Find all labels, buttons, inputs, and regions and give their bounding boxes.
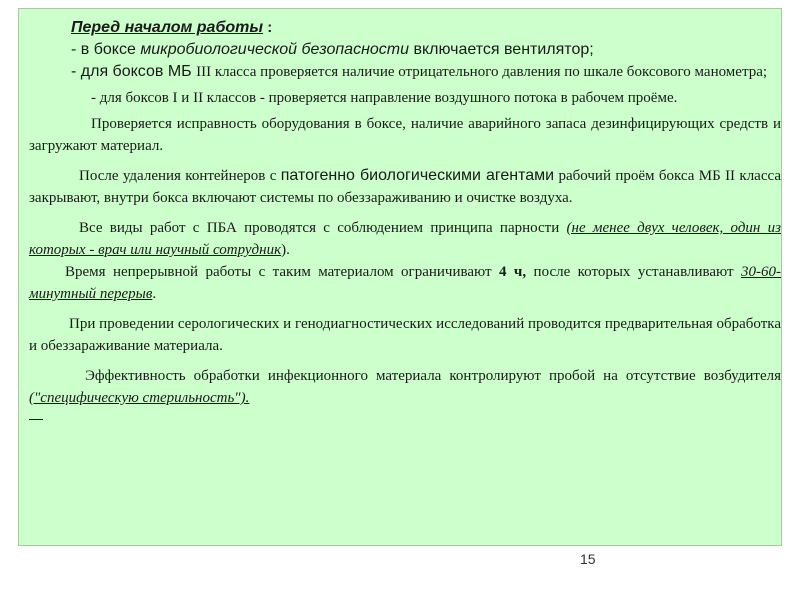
bullet-pressure-text: III класса проверяется наличие отрицательного давления по шкале боксового манометра; [196, 64, 768, 80]
para-check: Проверяется исправность оборудования в боксе, наличие аварийного запаса дезинфицирующих средств и загружают материал. [29, 116, 781, 154]
para-all-post: ). [281, 242, 290, 258]
bullet-airflow: - для боксов I и II классов - проверяется направление воздушного потока в рабочем проёме. [91, 90, 678, 106]
para-efficiency [29, 365, 781, 409]
para-time-bold: 4 ч, [499, 264, 527, 280]
bullet-fan-pre: - в боксе [71, 41, 141, 58]
para-remove-sans: патогенно биологическими агентами [280, 167, 555, 184]
para-all-pre: Все виды работ с ПБА проводятся с соблюдением принципа парности [79, 220, 567, 236]
slide-text [29, 17, 781, 420]
bullet-pressure-dash: - для боксов МБ [71, 63, 197, 80]
bullet-pressure [29, 61, 781, 83]
heading: Перед началом работы [71, 19, 264, 36]
trailing-dash [29, 419, 43, 420]
para-serology: При проведении серологических и генодиагностических исследований проводится предварительная обработка и обеззараживание материала. [29, 316, 781, 354]
slide-content-box [18, 8, 782, 546]
para-eff-em: ("специфическую стерильность"). [29, 390, 250, 406]
para-time [29, 261, 781, 305]
heading-colon: : [263, 19, 273, 36]
para-all-em: (не менее двух человек, один из которых - врач или научный сотрудник [29, 220, 781, 258]
para-remove [29, 165, 781, 209]
page-number: 15 [580, 551, 596, 567]
heading-line [29, 17, 781, 39]
para-time-pre: Время непрерывной работы с таким материалом ограничивают [65, 264, 500, 280]
para-time-mid: после которых устанавливают [526, 264, 741, 280]
para-eff-pre: Эффективность обработки инфекционного материала контролируют пробой на отсутствие возбудителя [85, 368, 781, 384]
para-remove-post: рабочий проём бокса МБ II класса закрывают, внутри бокса включают системы по обеззараживанию и очистке воздуха. [29, 168, 781, 206]
para-time-em: 30-60-минутный перерыв [29, 264, 781, 302]
para-all-works [29, 217, 781, 261]
para-remove-pre: После удаления контейнеров с [79, 168, 281, 184]
bullet-fan [29, 39, 781, 61]
bullet-fan-em: микробиологической безопасности [140, 41, 409, 58]
para-time-post: . [152, 286, 157, 302]
bullet-fan-post: включается вентилятор; [409, 41, 594, 58]
